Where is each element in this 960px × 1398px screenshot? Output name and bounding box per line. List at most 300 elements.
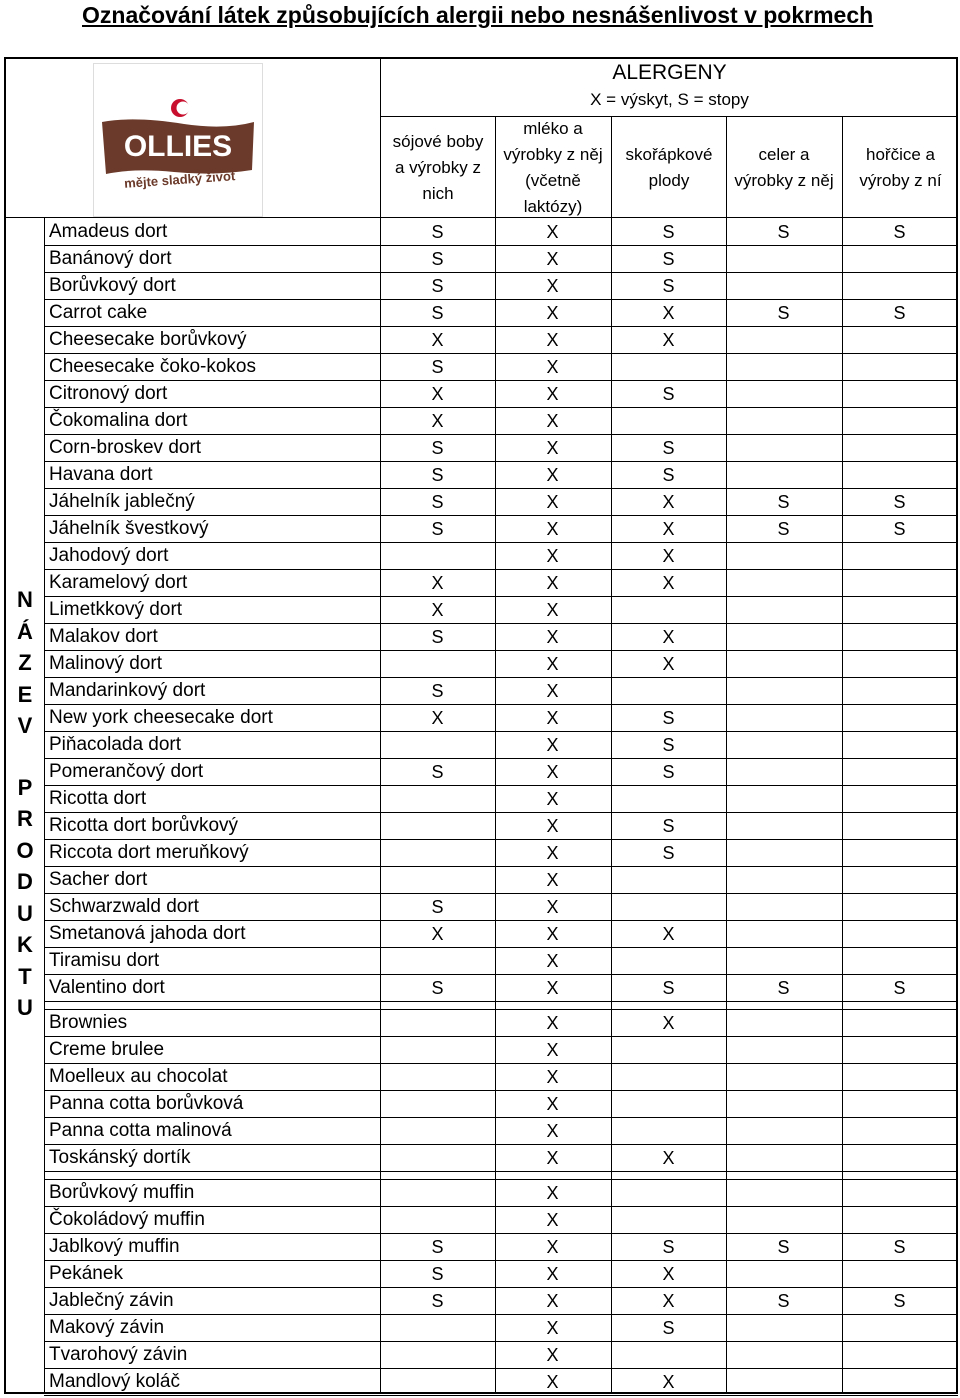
allergen-cell bbox=[726, 705, 841, 732]
allergen-cell bbox=[380, 1145, 495, 1172]
product-name: Malinový dort bbox=[49, 653, 162, 674]
allergen-cell: S bbox=[893, 978, 906, 998]
allergen-cell: X bbox=[546, 1237, 559, 1257]
allergen-cell: X bbox=[662, 303, 675, 323]
allergen-cell bbox=[842, 327, 957, 354]
allergen-cell: X bbox=[662, 924, 675, 944]
product-name: Amadeus dort bbox=[49, 221, 168, 242]
table-row bbox=[44, 1288, 958, 1315]
allergen-cell: S bbox=[662, 384, 675, 404]
table-row bbox=[44, 381, 958, 408]
allergen-cell: S bbox=[662, 1318, 675, 1338]
allergen-cell bbox=[842, 1091, 957, 1118]
product-name: Borůvkový dort bbox=[49, 275, 176, 296]
table-row bbox=[44, 273, 958, 300]
allergen-cell: X bbox=[546, 600, 559, 620]
allergen-cell bbox=[611, 1342, 726, 1369]
table-row bbox=[44, 894, 958, 921]
allergen-cell bbox=[842, 354, 957, 381]
allergen-cell: X bbox=[546, 870, 559, 890]
allergen-cell bbox=[380, 543, 495, 570]
allergen-cell bbox=[726, 651, 841, 678]
allergen-cell bbox=[611, 894, 726, 921]
allergen-cell: S bbox=[431, 1264, 444, 1284]
column-header-line: výroby z ní bbox=[859, 170, 942, 190]
allergen-cell: X bbox=[546, 1372, 559, 1392]
allergen-cell bbox=[842, 1342, 957, 1369]
allergen-cell bbox=[842, 1037, 957, 1064]
table-row bbox=[44, 570, 958, 597]
product-name: Tvarohový závin bbox=[49, 1344, 188, 1365]
allergen-cell: X bbox=[546, 1148, 559, 1168]
allergen-cell: S bbox=[662, 735, 675, 755]
product-name: Jáhelník jablečný bbox=[49, 491, 195, 512]
allergen-cell: X bbox=[546, 654, 559, 674]
allergen-cell bbox=[842, 435, 957, 462]
allergen-cell bbox=[842, 894, 957, 921]
allergen-cell bbox=[726, 840, 841, 867]
table-row bbox=[44, 1118, 958, 1145]
product-name: Havana dort bbox=[49, 464, 153, 485]
table-row bbox=[44, 705, 958, 732]
product-name: Smetanová jahoda dort bbox=[49, 923, 246, 944]
allergen-cell bbox=[380, 1091, 495, 1118]
product-name: Pomerančový dort bbox=[49, 761, 204, 782]
allergen-cell bbox=[726, 786, 841, 813]
allergen-cell: S bbox=[662, 762, 675, 782]
allergen-cell: S bbox=[777, 1237, 790, 1257]
side-label-letter: R bbox=[17, 806, 33, 831]
side-label-letter: V bbox=[17, 713, 33, 738]
allergen-cell: X bbox=[431, 708, 444, 728]
allergen-cell bbox=[726, 1010, 841, 1037]
table-row bbox=[44, 678, 958, 705]
allergen-cell: X bbox=[662, 1148, 675, 1168]
logo-tagline: mějte sladký život bbox=[123, 168, 236, 191]
allergen-cell: S bbox=[431, 357, 444, 377]
side-label-letter: Á bbox=[17, 618, 33, 644]
side-label-letter: U bbox=[17, 995, 33, 1020]
allergen-cell: X bbox=[546, 492, 559, 512]
allergen-cell bbox=[726, 921, 841, 948]
product-name: Mandarinkový dort bbox=[49, 680, 206, 701]
page-title: Označování látek způsobujících alergii nebo nesnášenlivost v pokrmech bbox=[82, 2, 874, 28]
allergen-cell bbox=[726, 1091, 841, 1118]
column-header-line: výrobky z něj bbox=[503, 144, 603, 164]
allergen-cell: S bbox=[662, 222, 675, 242]
allergen-cell bbox=[842, 1118, 957, 1145]
allergen-cell: X bbox=[546, 1121, 559, 1141]
allergen-cell bbox=[842, 1145, 957, 1172]
allergen-cell bbox=[726, 1118, 841, 1145]
allergen-cell bbox=[726, 327, 841, 354]
table-row bbox=[44, 516, 958, 543]
allergen-cell: S bbox=[431, 627, 444, 647]
allergen-cell bbox=[842, 651, 957, 678]
table-row bbox=[44, 1315, 958, 1342]
column-header-line: laktózy) bbox=[523, 196, 583, 216]
allergen-cell bbox=[726, 1261, 841, 1288]
allergen-cell bbox=[842, 1207, 957, 1234]
side-label-letter bbox=[10, 742, 40, 772]
allergen-cell: S bbox=[431, 681, 444, 701]
table-row bbox=[44, 1010, 958, 1037]
allergen-cell bbox=[842, 840, 957, 867]
side-label-letter: D bbox=[17, 869, 33, 894]
allergen-cell: S bbox=[893, 222, 906, 242]
allergen-cell bbox=[726, 759, 841, 786]
table-row bbox=[44, 732, 958, 759]
column-header-line: nich bbox=[422, 183, 454, 203]
allergen-cell bbox=[842, 732, 957, 759]
allergen-cell: X bbox=[546, 762, 559, 782]
allergen-cell bbox=[726, 867, 841, 894]
allergen-column-header bbox=[495, 117, 610, 218]
allergen-cell bbox=[842, 1369, 957, 1396]
allergen-cell: X bbox=[431, 330, 444, 350]
allergen-cell: X bbox=[431, 573, 444, 593]
allergen-cell: X bbox=[546, 249, 559, 269]
allergen-cell bbox=[611, 948, 726, 975]
allergen-cell bbox=[380, 1064, 495, 1091]
allergen-cell: S bbox=[777, 1291, 790, 1311]
allergen-cell: S bbox=[431, 492, 444, 512]
group-separator bbox=[44, 1002, 958, 1010]
allergen-cell bbox=[380, 651, 495, 678]
allergen-cell: S bbox=[893, 1237, 906, 1257]
product-name: Panna cotta malinová bbox=[49, 1120, 232, 1141]
allergen-cell bbox=[842, 624, 957, 651]
allergen-cell bbox=[842, 1064, 957, 1091]
allergen-cell bbox=[611, 867, 726, 894]
side-label-letter: U bbox=[17, 900, 33, 926]
allergen-cell: X bbox=[546, 1318, 559, 1338]
allergen-cell: S bbox=[431, 249, 444, 269]
allergen-cell bbox=[380, 1118, 495, 1145]
allergen-cell bbox=[380, 786, 495, 813]
product-name: Karamelový dort bbox=[49, 572, 188, 593]
product-name: Čokoládový muffin bbox=[49, 1209, 205, 1230]
product-name: Toskánský dortík bbox=[49, 1147, 191, 1168]
allergen-cell: X bbox=[662, 546, 675, 566]
product-name: Schwarzwald dort bbox=[49, 896, 199, 917]
allergen-cell: S bbox=[431, 222, 444, 242]
allergen-cell: X bbox=[546, 978, 559, 998]
column-divider bbox=[44, 217, 45, 1394]
product-name: New york cheesecake dort bbox=[49, 707, 273, 728]
allergen-cell bbox=[726, 1315, 841, 1342]
allergen-cell bbox=[842, 246, 957, 273]
allergen-cell bbox=[726, 678, 841, 705]
product-name: Jáhelník švestkový bbox=[49, 518, 209, 539]
logo-brand: OLLIES bbox=[123, 130, 233, 163]
product-name: Ricotta dort bbox=[49, 788, 147, 809]
allergen-cell bbox=[726, 462, 841, 489]
table-row bbox=[44, 219, 958, 246]
column-divider bbox=[726, 117, 727, 1394]
column-header-line: výrobky z něj bbox=[734, 170, 834, 190]
allergen-cell bbox=[380, 1342, 495, 1369]
side-label bbox=[10, 584, 40, 1024]
allergen-cell: X bbox=[546, 924, 559, 944]
side-label-letter: P bbox=[17, 774, 33, 800]
allergen-cell bbox=[611, 1037, 726, 1064]
allergen-cell bbox=[380, 948, 495, 975]
allergen-cell: S bbox=[777, 978, 790, 998]
side-label-letter: Z bbox=[18, 650, 32, 675]
allergen-cell: X bbox=[546, 330, 559, 350]
product-name: Cheesecake borůvkový bbox=[49, 329, 247, 350]
allergen-cell bbox=[611, 408, 726, 435]
allergen-cell bbox=[842, 1315, 957, 1342]
header-divider bbox=[4, 217, 958, 218]
side-label-letter: K bbox=[17, 932, 33, 957]
allergen-cell: X bbox=[662, 1013, 675, 1033]
allergen-cell: S bbox=[431, 465, 444, 485]
allergen-column-header bbox=[380, 117, 495, 218]
table-row bbox=[44, 651, 958, 678]
allergen-cell bbox=[842, 1261, 957, 1288]
table-row bbox=[44, 1064, 958, 1091]
allergen-cell bbox=[726, 1369, 841, 1396]
column-header-line: sójové boby bbox=[392, 131, 484, 151]
allergen-cell: S bbox=[777, 492, 790, 512]
column-header-line: skořápkové bbox=[625, 144, 713, 164]
allergen-cell: S bbox=[662, 249, 675, 269]
allergen-cell bbox=[380, 1180, 495, 1207]
product-name: Malakov dort bbox=[49, 626, 158, 647]
allergen-cell: X bbox=[546, 546, 559, 566]
allergen-cell: S bbox=[893, 519, 906, 539]
allergen-cell bbox=[842, 813, 957, 840]
product-name: Sacher dort bbox=[49, 869, 148, 890]
allergen-cell bbox=[726, 543, 841, 570]
allergens-legend: X = výskyt, S = stopy bbox=[590, 90, 749, 109]
allergen-cell bbox=[611, 1207, 726, 1234]
side-label-letter: E bbox=[17, 681, 33, 707]
allergen-cell bbox=[611, 1118, 726, 1145]
allergen-cell: X bbox=[546, 1183, 559, 1203]
product-name: Riccota dort meruňkový bbox=[49, 842, 249, 863]
table-row bbox=[44, 543, 958, 570]
allergen-cell bbox=[726, 948, 841, 975]
table-row bbox=[44, 1261, 958, 1288]
product-name: Ricotta dort borůvkový bbox=[49, 815, 239, 836]
allergen-cell: X bbox=[546, 1291, 559, 1311]
allergen-cell bbox=[842, 867, 957, 894]
allergen-cell bbox=[726, 1180, 841, 1207]
allergen-column-header bbox=[726, 117, 841, 218]
allergen-cell: S bbox=[662, 438, 675, 458]
allergen-cell: S bbox=[893, 492, 906, 512]
column-header-line: a výrobky z bbox=[395, 157, 481, 177]
product-name: Limetkkový dort bbox=[49, 599, 183, 620]
allergen-cell: X bbox=[546, 1264, 559, 1284]
allergen-cell: X bbox=[546, 951, 559, 971]
table-row bbox=[44, 1037, 958, 1064]
allergen-cell bbox=[726, 1145, 841, 1172]
product-name: Moelleux au chocolat bbox=[49, 1066, 228, 1087]
table-row bbox=[44, 786, 958, 813]
table-row bbox=[44, 1342, 958, 1369]
allergen-cell: X bbox=[546, 681, 559, 701]
column-divider bbox=[842, 117, 843, 1394]
allergen-cell bbox=[611, 1180, 726, 1207]
allergen-cell: S bbox=[777, 222, 790, 242]
column-header-line: celer a bbox=[758, 144, 810, 164]
allergen-cell: S bbox=[431, 762, 444, 782]
table-row bbox=[44, 1180, 958, 1207]
product-name: Borůvkový muffin bbox=[49, 1182, 195, 1203]
product-name: Tiramisu dort bbox=[49, 950, 160, 971]
allergen-cell bbox=[726, 894, 841, 921]
product-name: Cheesecake čoko-kokos bbox=[49, 356, 256, 377]
allergen-cell: X bbox=[431, 411, 444, 431]
allergen-cell bbox=[726, 246, 841, 273]
allergen-cell bbox=[611, 678, 726, 705]
allergen-cell: X bbox=[546, 438, 559, 458]
allergen-cell bbox=[380, 813, 495, 840]
product-name: Creme brulee bbox=[49, 1039, 165, 1060]
allergen-cell: X bbox=[546, 384, 559, 404]
product-name: Jablkový muffin bbox=[49, 1236, 180, 1257]
allergen-cell: S bbox=[662, 843, 675, 863]
allergen-cell bbox=[726, 624, 841, 651]
allergen-cell: X bbox=[546, 303, 559, 323]
allergen-cell: X bbox=[662, 1372, 675, 1392]
allergen-cell: S bbox=[431, 897, 444, 917]
allergen-cell: S bbox=[893, 303, 906, 323]
table-row bbox=[44, 462, 958, 489]
allergen-cell: X bbox=[546, 843, 559, 863]
allergen-cell: X bbox=[546, 465, 559, 485]
allergen-cell bbox=[726, 1342, 841, 1369]
allergen-cell bbox=[842, 705, 957, 732]
allergen-cell: X bbox=[546, 708, 559, 728]
allergen-cell bbox=[380, 1369, 495, 1396]
ollies-logo bbox=[93, 63, 263, 217]
allergen-cell: X bbox=[546, 735, 559, 755]
column-divider bbox=[380, 57, 381, 1394]
allergen-cell bbox=[611, 1091, 726, 1118]
allergen-cell: X bbox=[546, 573, 559, 593]
allergen-cell: S bbox=[777, 303, 790, 323]
allergen-cell: S bbox=[431, 519, 444, 539]
allergen-cell: X bbox=[546, 1013, 559, 1033]
product-name: Piňacolada dort bbox=[49, 734, 182, 755]
column-header-line: hořčice a bbox=[866, 144, 935, 164]
allergen-cell: S bbox=[431, 978, 444, 998]
allergen-cell: S bbox=[662, 276, 675, 296]
table-row bbox=[44, 624, 958, 651]
allergen-cell: S bbox=[431, 1291, 444, 1311]
allergen-cell: X bbox=[546, 1067, 559, 1087]
group-separator bbox=[44, 1172, 958, 1180]
allergen-cell bbox=[842, 570, 957, 597]
column-divider bbox=[611, 117, 612, 1394]
allergen-cell bbox=[842, 1180, 957, 1207]
allergen-cell bbox=[726, 597, 841, 624]
allergen-cell: S bbox=[662, 816, 675, 836]
allergen-cell bbox=[611, 786, 726, 813]
column-header-line: plody bbox=[648, 170, 690, 190]
allergen-cell bbox=[726, 381, 841, 408]
table-row bbox=[44, 354, 958, 381]
allergen-cell bbox=[611, 354, 726, 381]
allergens-title: ALERGENY bbox=[612, 61, 727, 84]
allergen-cell bbox=[380, 1315, 495, 1342]
table-row bbox=[44, 759, 958, 786]
product-name: Corn-broskev dort bbox=[49, 437, 202, 458]
table-row bbox=[44, 975, 958, 1002]
allergen-cell bbox=[842, 921, 957, 948]
allergen-cell: X bbox=[546, 816, 559, 836]
table-row bbox=[44, 246, 958, 273]
allergen-cell: S bbox=[431, 1237, 444, 1257]
allergen-cell bbox=[726, 354, 841, 381]
product-name: Pekánek bbox=[49, 1263, 123, 1284]
allergen-cell bbox=[842, 462, 957, 489]
table-row bbox=[44, 435, 958, 462]
product-name: Valentino dort bbox=[49, 977, 165, 998]
table-row bbox=[44, 300, 958, 327]
allergen-cell: X bbox=[546, 276, 559, 296]
allergen-cell bbox=[726, 408, 841, 435]
table-row bbox=[44, 489, 958, 516]
allergen-cell: X bbox=[546, 1094, 559, 1114]
allergen-cell: X bbox=[546, 789, 559, 809]
allergen-column-header bbox=[842, 117, 958, 218]
allergen-cell: X bbox=[546, 357, 559, 377]
table-row bbox=[44, 597, 958, 624]
allergen-cell bbox=[380, 840, 495, 867]
allergen-cell: X bbox=[662, 519, 675, 539]
allergen-cell: S bbox=[431, 303, 444, 323]
product-name: Mandlový koláč bbox=[49, 1371, 180, 1392]
allergen-cell: X bbox=[431, 600, 444, 620]
allergen-cell bbox=[842, 381, 957, 408]
table-row bbox=[44, 813, 958, 840]
table-row bbox=[44, 840, 958, 867]
allergen-cell bbox=[726, 1064, 841, 1091]
allergen-cell: X bbox=[546, 627, 559, 647]
allergen-cell: X bbox=[546, 897, 559, 917]
allergen-cell: X bbox=[546, 1210, 559, 1230]
allergen-cell bbox=[842, 678, 957, 705]
allergen-cell: X bbox=[662, 654, 675, 674]
allergen-cell: X bbox=[546, 519, 559, 539]
product-name: Jahodový dort bbox=[49, 545, 169, 566]
allergen-cell bbox=[611, 1064, 726, 1091]
side-label-letter: N bbox=[17, 587, 33, 612]
allergen-cell bbox=[842, 759, 957, 786]
allergen-cell: S bbox=[431, 438, 444, 458]
allergen-cell: X bbox=[662, 1264, 675, 1284]
allergen-cell: X bbox=[662, 573, 675, 593]
allergen-cell: S bbox=[662, 1237, 675, 1257]
allergen-cell bbox=[380, 1010, 495, 1037]
product-name: Panna cotta borůvková bbox=[49, 1093, 244, 1114]
allergen-cell: S bbox=[662, 978, 675, 998]
allergens-header bbox=[380, 57, 958, 117]
allergen-cell: S bbox=[893, 1291, 906, 1311]
column-header-line: mléko a bbox=[523, 118, 583, 138]
table-row bbox=[44, 408, 958, 435]
table-row bbox=[44, 1369, 958, 1396]
allergen-cell: S bbox=[431, 276, 444, 296]
allergen-cell bbox=[842, 543, 957, 570]
product-name: Čokomalina dort bbox=[49, 410, 188, 431]
